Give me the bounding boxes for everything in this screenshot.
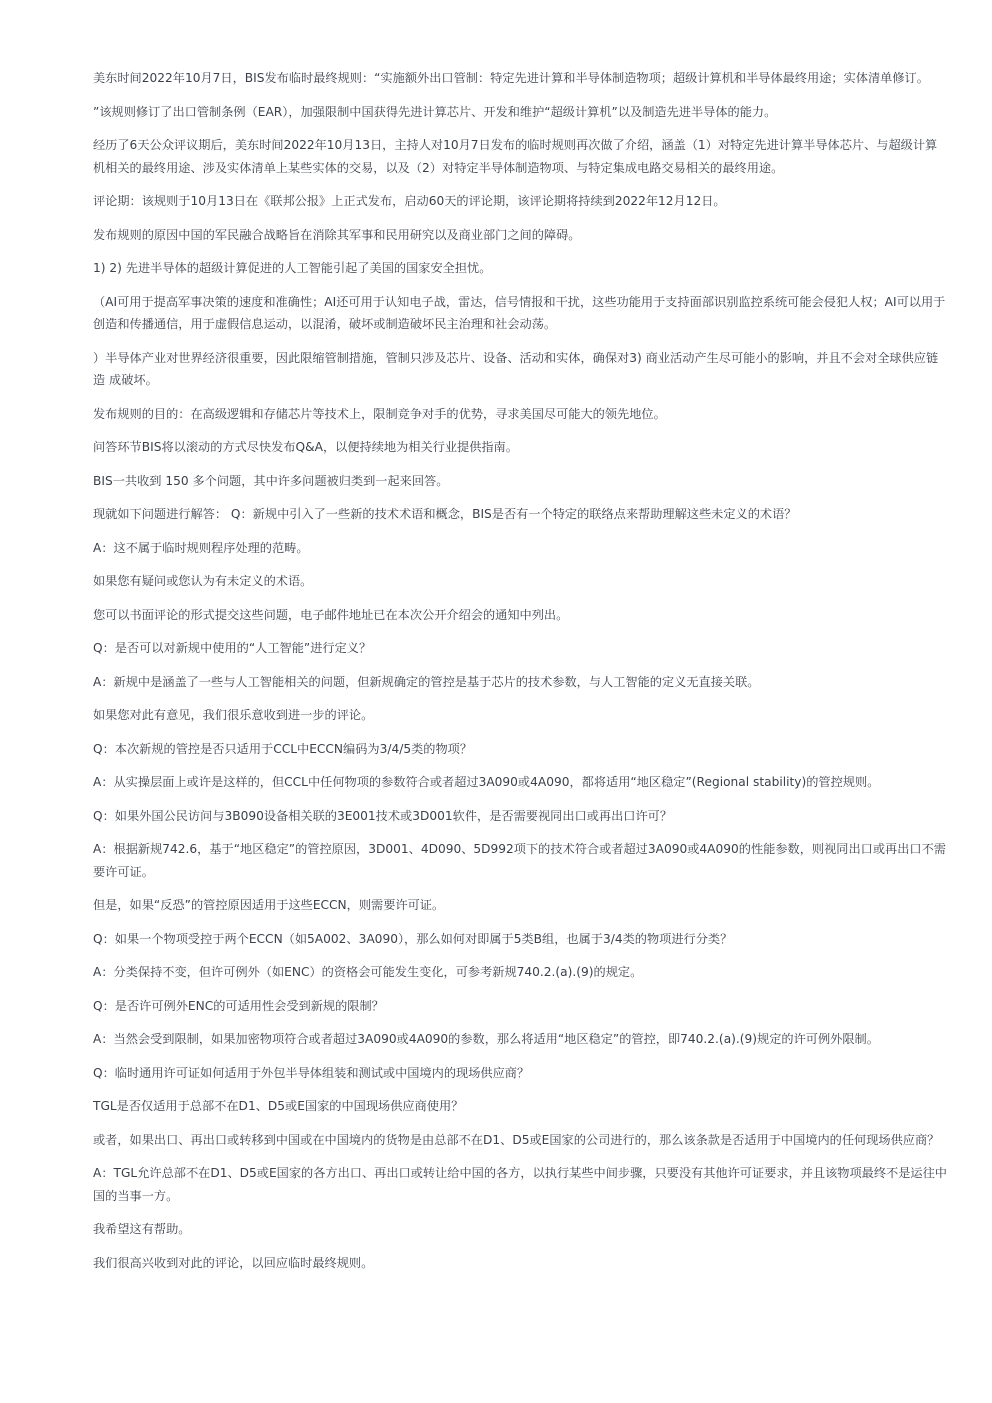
paragraph-28: Q：临时通用许可证如何适用于外包半导体组装和测试或中国境内的现场供应商？ [93,1065,530,1080]
paragraph-23: 但是，如果“反恐”的管控原因适用于这些ECCN，则需要许可证。 [93,898,445,912]
paragraph-24: Q：如果一个物项受控于两个ECCN（如5A002、3A090），那么如何对即属于5类B组，也属于3/4类的物项进行分类？ [93,931,733,946]
paragraph-25: A：分类保持不变，但许可例外（如ENC）的资格会可能发生变化，可参考新规740.2.(a).(9)的规定。 [93,965,643,979]
paragraph-11: BIS一共收到 150 多个问题，其中许多问题被归类到一起来回答。 [93,473,449,488]
paragraph-2: ”该规则修订了出口管制条例（EAR），加强限制中国获得先进计算芯片、开发和维护“超级计算机”以及制造先进半导体的能力。 [93,104,777,119]
paragraph-20: A：从实操层面上或许是这样的，但CCL中任何物项的参数符合或者超过3A090或4A090，都将适用“地区稳定”(Regional stability)的管控规则。 [93,775,880,789]
paragraph-14: 如果您有疑问或您认为有未定义的术语。 [93,574,313,588]
paragraph-19: Q：本次新规的管控是否只适用于CCL中ECCN编码为3/4/5类的物项？ [93,741,473,756]
paragraph-15: 您可以书面评论的形式提交这些问题，电子邮件地址已在本次公开介绍会的通知中列出。 [93,607,569,622]
paragraph-9: 发布规则的目的：在高级逻辑和存储芯片等技术上，限制竞争对手的优势，寻求美国尽可能大的领先地位。 [93,406,666,421]
paragraph-26: Q：是否许可例外ENC的可适用性会受到新规的限制？ [93,998,384,1013]
paragraph-33: 我们很高兴收到对此的评论，以回应临时最终规则。 [93,1255,374,1270]
paragraph-10: 问答环节BIS将以滚动的方式尽快发布Q&A，以便持续地为相关行业提供指南。 [93,440,518,454]
paragraph-30: 或者，如果出口、再出口或转移到中国或在中国境内的货物是由总部不在D1、D5或E国家的公司进行的，那么该条款是否适用于中国境内的任何现场供应商？ [93,1132,940,1147]
paragraph-6: 1) 2) 先进半导体的超级计算促进的人工智能引起了美国的国家安全担忧。 [93,261,492,275]
paragraph-12: 现就如下问题进行解答： Q：新规中引入了一些新的技术术语和概念，BIS是否有一个特定的联络点来帮助理解这些未定义的术语？ [93,507,797,521]
paragraph-27: A：当然会受到限制，如果加密物项符合或者超过3A090或4A090的参数，那么将适用“地区稳定”的管控，即740.2.(a).(9)规定的许可例外限制。 [93,1032,879,1046]
paragraph-5: 发布规则的原因中国的军民融合战略旨在消除其军事和民用研究以及商业部门之间的障碍。 [93,227,581,242]
paragraph-16: Q：是否可以对新规中使用的“人工智能”进行定义？ [93,641,372,655]
paragraph-17: A：新规中是涵盖了一些与人工智能相关的问题，但新规确定的管控是基于芯片的技术参数，与人工智能的定义无直接关联。 [93,674,760,689]
paragraph-3: 经历了6天公众评议期后，美东时间2022年10月13日，主持人对10月7日发布的临时规则再次做了介绍，涵盖（1）对特定先进计算半导体芯片、与超级计算机相关的最终用途、涉及实体清单上某些实体的交易，以及（2）对特定半导体制造物项、与特定集成电路交易相关的最终用途。 [93,138,938,175]
paragraph-31: A：TGL允许总部不在D1、D5或E国家的各方出口、再出口或转让给中国的各方，以执行某些中间步骤，只要没有其他许可证要求，并且该物项最终不是运往中国的当事一方。 [93,1166,947,1203]
document-body [93,67,948,1285]
paragraph-13: A：这不属于临时规则程序处理的范畴。 [93,540,309,555]
paragraph-32: 我希望这有帮助。 [93,1222,191,1236]
paragraph-21: Q：如果外国公民访问与3B090设备相关联的3E001技术或3D001软件，是否需要视同出口或再出口许可？ [93,808,673,823]
paragraph-1: 美东时间2022年10月7日，BIS发布临时最终规则：“实施额外出口管制：特定先进计算和半导体制造物项；超级计算机和半导体最终用途；实体清单修订。 [93,71,929,85]
paragraph-7: （AI可用于提高军事决策的速度和准确性；AI还可用于认知电子战，雷达，信号情报和干扰，这些功能用于支持面部识别监控系统可能会侵犯人权；AI可以用于创造和传播通信，用于虚假信息运动，以混淆，破坏或制造破坏民主治理和社会动荡。 [93,294,946,331]
paragraph-8: ）半导体产业对世界经济很重要，因此限缩管制措施，管制只涉及芯片、设备、活动和实体，确保对3) 商业活动产生尽可能小的影响，并且不会对全球供应链造 成破坏。 [93,350,939,387]
paragraph-4: 评论期：该规则于10月13日在《联邦公报》上正式发布，启动60天的评论期，该评论期将持续到2022年12月12日。 [93,194,726,208]
paragraph-22: A：根据新规742.6，基于“地区稳定”的管控原因，3D001、4D090、5D992项下的技术符合或者超过3A090或4A090的性能参数，则视同出口或再出口不需要许可证。 [93,842,946,879]
paragraph-29: TGL是否仅适用于总部不在D1、D5或E国家的中国现场供应商使用？ [93,1099,464,1113]
paragraph-18: 如果您对此有意见，我们很乐意收到进一步的评论。 [93,708,374,722]
